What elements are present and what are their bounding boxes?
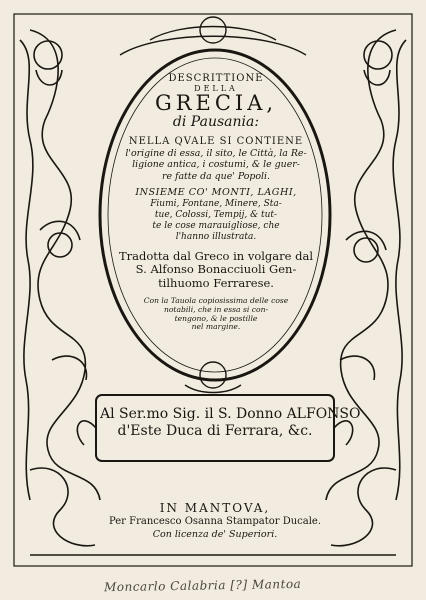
title-line-grecia: GRECIA, [154, 91, 278, 115]
insieme-line-1: INSIEME CO' MONTI, LAGHI, [135, 187, 297, 199]
index-note-line-3: tengono, & le postille [174, 313, 258, 323]
imprint-block [100, 502, 330, 540]
handwritten-inscription: Moncarlo Calabria [?] Mantoa [103, 576, 302, 595]
title-line-author: di Pausania: [172, 114, 260, 130]
insieme-line-4: te le cose marauigliose, che [152, 220, 280, 231]
subtitle-heading: NELLA QVALE SI CONTIENE [128, 136, 304, 147]
imprint-printer: Per Francesco Osanna Stampator Ducale. [108, 516, 322, 527]
dedication-block [100, 397, 361, 459]
right-caryatid-ornament [326, 30, 406, 500]
insieme-line-2: Fiumi, Fontane, Minere, Sta- [150, 198, 282, 209]
subtitle-line-2: ligione antica, i costumi, & le guer- [132, 159, 300, 171]
subtitle-line-3: re fatte da que' Popoli. [161, 170, 271, 182]
translator-line-2: S. Alfonso Bonacciuoli Gen- [135, 262, 297, 277]
insieme-line-3: tue, Colossi, Tempij, & tut- [154, 209, 278, 220]
translator-line-1: Tradotta dal Greco in volgare dal [118, 248, 314, 263]
index-note-line-2: notabili, che in essa si con- [163, 304, 269, 314]
imprint-place: IN MANTOVA, [159, 501, 271, 515]
index-note-line-1: Con la Tauola copiosissima delle cose [143, 296, 289, 306]
translator-line-3: tilhuomo Ferrarese. [158, 275, 274, 290]
imprint-license: Con licenza de' Superiori. [152, 529, 278, 540]
dedication-line-1: Al Ser.mo Sig. il S. Donno ALFONSO [100, 406, 361, 422]
insieme-line-5: l'hanno illustrata. [175, 231, 257, 242]
dedication-line-2: d'Este Duca di Ferrara, &c. [117, 423, 313, 439]
left-caryatid-ornament [20, 30, 100, 500]
title-text-block [112, 72, 320, 331]
title-line-della: DELLA [194, 84, 238, 93]
subtitle-line-1: l'origine di essa, il sito, le Città, la Re- [125, 148, 307, 159]
title-line-descrittione: DESCRITTIONE [168, 73, 264, 84]
index-note-line-4: nel margine. [191, 322, 241, 332]
